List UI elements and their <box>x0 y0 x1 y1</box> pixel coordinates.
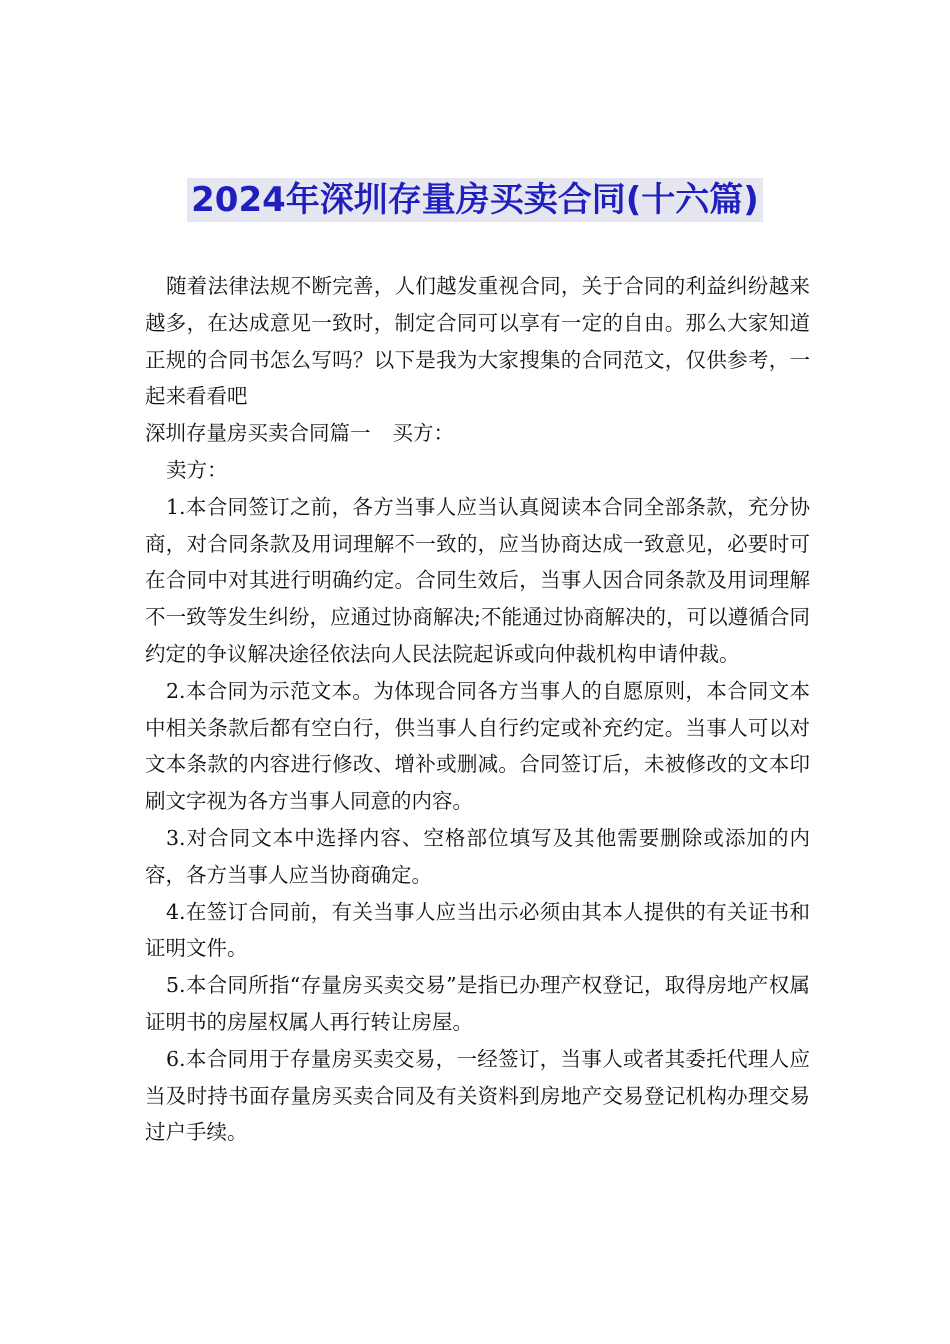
clause-3: 3.对合同文本中选择内容、空格部位填写及其他需要删除或添加的内容，各方当事人应当协商确定。 <box>145 825 810 887</box>
clause-4: 4.在签订合同前，有关当事人应当出示必须由其本人提供的有关证书和证明文件。 <box>145 899 810 961</box>
title-container <box>0 178 950 222</box>
section-heading: 深圳存量房买卖合同篇一 <box>145 421 371 446</box>
intro-paragraph: 随着法律法规不断完善，人们越发重视合同，关于合同的利益纠纷越来越多，在达成意见一致时，制定合同可以享有一定的自由。那么大家知道正规的合同书怎么写吗？以下是我为大家搜集的合同范文，仅供参考，一起来看看吧 <box>145 274 810 409</box>
seller-label: 卖方： <box>166 457 228 482</box>
document-title: 2024年深圳存量房买卖合同(十六篇) <box>187 178 763 222</box>
clause-1: 1.本合同签订之前，各方当事人应当认真阅读本合同全部条款，充分协商，对合同条款及用词理解不一致的，应当协商达成一致意见，必要时可在合同中对其进行明确约定。合同生效后，当事人因合同条款及用词理解不一致等发生纠纷，应通过协商解决;不能通过协商解决的，可以遵循合同约定的争议解决途径依法向人民法院起诉或向仲裁机构申请仲裁。 <box>145 494 810 666</box>
buyer-label: 买方： <box>392 421 454 446</box>
clause-5: 5.本合同所指“存量房买卖交易”是指已办理产权登记，取得房地产权属证明书的房屋权属人再行转让房屋。 <box>145 973 810 1034</box>
clause-2: 2.本合同为示范文本。为体现合同各方当事人的自愿原则，本合同文本中相关条款后都有空白行，供当事人自行约定或补充约定。当事人可以对文本条款的内容进行修改、增补或删减。合同签订后，未被修改的文本印刷文字视为各方当事人同意的内容。 <box>145 678 810 814</box>
document-body <box>145 268 810 1151</box>
section-heading-line <box>145 415 810 452</box>
clause-6: 6.本合同用于存量房买卖交易，一经签订，当事人或者其委托代理人应当及时持书面存量房买卖合同及有关资料到房地产交易登记机构办理交易过户手续。 <box>145 1046 810 1145</box>
